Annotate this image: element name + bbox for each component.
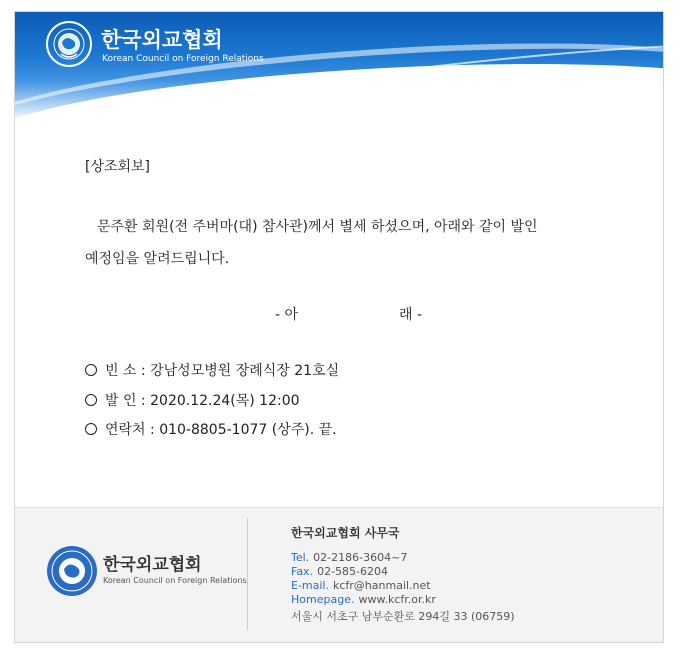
item-value: 2020.12.24(목) 12:00 (150, 393, 300, 409)
paragraph-line: 문주환 회원(전 주버마(대) 참사관)께서 별세 하셨으며, 아래와 같이 발인 (97, 219, 538, 235)
email-link[interactable]: kcfr@hanmail.net (332, 579, 431, 592)
notice-title: [상조회보] (85, 159, 151, 175)
item-value: 강남성모병원 장례식장 21호실 (150, 363, 340, 379)
email-label: E-mail. (291, 579, 329, 592)
homepage-line (291, 593, 436, 606)
homepage-link[interactable]: www.kcfr.or.kr (358, 593, 436, 606)
footer (15, 507, 663, 643)
kcfr-emblem-icon (45, 20, 93, 68)
list-item (85, 390, 300, 410)
email-line (291, 579, 431, 592)
section-heading-right: 래 - (399, 307, 423, 323)
item-label: 발 인 : (105, 393, 146, 409)
section-heading-left: - 아 (275, 307, 299, 323)
homepage-label: Homepage. (291, 593, 355, 606)
circle-bullet-icon (85, 364, 97, 376)
item-label: 빈 소 : (105, 363, 146, 379)
paragraph-line: 예정임을 알려드립니다. (85, 251, 230, 267)
fax-value: 02-585-6204 (317, 565, 389, 578)
circle-bullet-icon (85, 423, 97, 435)
email-frame (14, 11, 664, 643)
list-item (85, 419, 337, 439)
fax-line (291, 565, 388, 578)
footer-divider (247, 518, 248, 630)
footer-org-name-en: Korean Council on Foreign Relations (103, 576, 247, 585)
address: 서울시 서초구 남부순환로 294길 33 (06759) (291, 610, 515, 623)
header-org-name: 한국외교협회 (101, 28, 223, 52)
footer-org-name: 한국외교협회 (103, 555, 202, 575)
header-banner (15, 12, 663, 122)
kcfr-emblem-icon (45, 544, 99, 598)
header-org-name-en: Korean Council on Foreign Relations (102, 54, 264, 64)
item-label: 연락처 : (105, 422, 155, 438)
tel-value: 02-2186-3604~7 (313, 551, 408, 564)
list-item (85, 360, 339, 380)
tel-line (291, 551, 407, 564)
item-value: 010-8805-1077 (상주). 끝. (159, 422, 337, 438)
circle-bullet-icon (85, 394, 97, 406)
office-name: 한국외교협회 사무국 (291, 526, 400, 540)
tel-label: Tel. (291, 551, 310, 564)
fax-label: Fax. (291, 565, 314, 578)
